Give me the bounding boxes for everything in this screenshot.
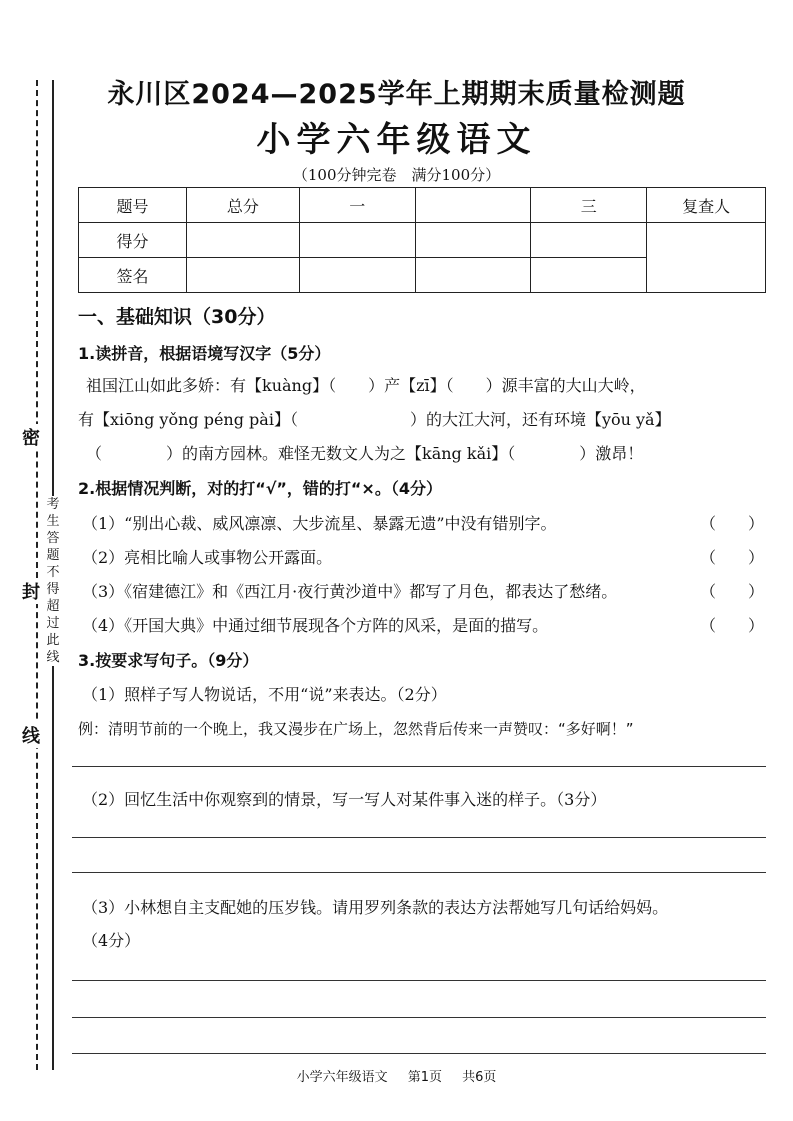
answer-paren[interactable]: （ ） — [700, 514, 765, 533]
question-1-heading: 1.读拼音，根据语境写汉字（5分） — [78, 344, 331, 363]
answer-line[interactable] — [72, 837, 766, 838]
score-row — [79, 223, 766, 258]
score-cell[interactable] — [186, 223, 299, 258]
question-3-sub-1: （1）照样子写人物说话，不用“说”来表达。（2分） — [82, 685, 447, 704]
answer-line[interactable] — [72, 1017, 766, 1018]
signature-cell[interactable] — [531, 258, 647, 293]
exam-subject: 小学六年级语文 — [256, 120, 537, 160]
score-cell[interactable] — [299, 223, 415, 258]
judge-item-4: （4）《开国大典》中通过细节展现各个方阵的风采，是面的描写。 — [82, 616, 549, 635]
exam-title: 永川区2024—2025学年上期期末质量检测题 — [107, 79, 686, 110]
score-cell[interactable] — [415, 223, 531, 258]
answer-line[interactable] — [72, 980, 766, 981]
header-cell: 总分 — [186, 188, 299, 223]
judge-item-3: （3）《宿建德江》和《西江月·夜行黄沙道中》都写了月色，都表达了愁绪。 — [82, 582, 618, 601]
row-label-score: 得分 — [79, 223, 187, 258]
answer-line[interactable] — [72, 1053, 766, 1054]
judge-item-1: （1）“别出心裁、威风凛凛、大步流星、暴露无遗”中没有错别字。 — [82, 514, 557, 533]
answer-paren[interactable]: （ ） — [700, 582, 765, 601]
question-1-line-2: 有【xiōng yǒng péng pài】（ ）的大江大河，还有环境【yōu yǎ】 — [78, 410, 671, 429]
score-table-header-row — [79, 188, 766, 223]
signature-cell[interactable] — [186, 258, 299, 293]
margin-char-feng: 封 — [22, 578, 40, 604]
header-cell — [415, 188, 531, 223]
answer-line[interactable] — [72, 766, 766, 767]
question-2-heading: 2.根据情况判断，对的打“√”，错的打“×。（4分） — [78, 479, 442, 498]
answer-paren[interactable]: （ ） — [700, 548, 765, 567]
score-cell[interactable] — [531, 223, 647, 258]
header-cell: 三 — [531, 188, 647, 223]
margin-notice: 考生答题不得超过此线 — [46, 497, 60, 665]
section-heading: 一、基础知识（30分） — [78, 306, 276, 328]
answer-line[interactable] — [72, 872, 766, 873]
score-table — [78, 187, 766, 293]
margin-char-xian: 线 — [22, 722, 40, 748]
footer-page-number: 第1页 — [407, 1070, 442, 1085]
row-label-signature: 签名 — [79, 258, 187, 293]
binding-dashed-line — [36, 80, 38, 1070]
signature-cell[interactable] — [299, 258, 415, 293]
question-3-example: 例：清明节前的一个晚上，我又漫步在广场上，忽然背后传来一声赞叹：“多好啊！” — [78, 720, 634, 738]
exam-subtitle: （100分钟完卷 满分100分） — [292, 166, 501, 184]
judge-item-2: （2）亮相比喻人或事物公开露面。 — [82, 548, 333, 567]
question-3-sub-2: （2）回忆生活中你观察到的情景，写一写人对某件事入迷的样子。（3分） — [82, 790, 607, 809]
reviewer-cell[interactable] — [647, 223, 766, 293]
page-footer — [0, 1066, 793, 1085]
question-3-sub-3-score: （4分） — [82, 931, 141, 950]
question-3-sub-3: （3）小林想自主支配她的压岁钱。请用罗列条款的表达方法帮她写几句话给妈妈。 — [82, 898, 669, 917]
header-cell: 一 — [299, 188, 415, 223]
margin-char-mi: 密 — [22, 424, 40, 450]
footer-total-pages: 共6页 — [462, 1070, 497, 1085]
answer-paren[interactable]: （ ） — [700, 616, 765, 635]
footer-subject: 小学六年级语文 — [296, 1070, 388, 1085]
question-1-line-3: （ ）的南方园林。难怪无数文人为之【kāng kǎi】（ ）激昂！ — [86, 444, 644, 463]
question-1-line-1: 祖国江山如此多娇：有【kuàng】（ ）产【zī】（ ）源丰富的大山大岭， — [86, 376, 646, 395]
header-cell: 题号 — [79, 188, 187, 223]
signature-cell[interactable] — [415, 258, 531, 293]
question-3-heading: 3.按要求写句子。（9分） — [78, 651, 259, 670]
header-cell: 复查人 — [647, 188, 766, 223]
